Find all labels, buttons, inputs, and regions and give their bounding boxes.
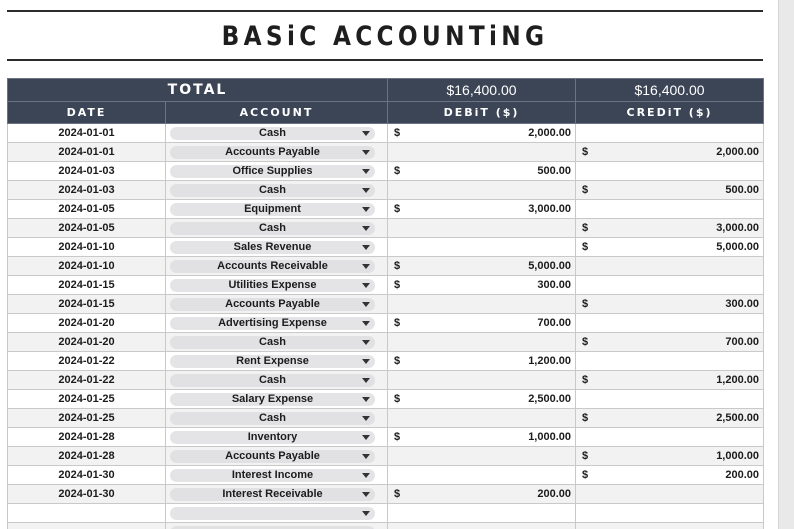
account-dropdown[interactable] (170, 298, 375, 311)
credit-cell[interactable] (576, 371, 764, 390)
currency-symbol: $ (394, 260, 401, 272)
debit-cell[interactable] (388, 485, 576, 504)
account-dropdown[interactable] (170, 469, 375, 482)
account-dropdown[interactable] (170, 222, 375, 235)
table-row (8, 485, 764, 504)
table-row (8, 523, 764, 529)
caret-down-icon[interactable] (362, 473, 370, 478)
debit-amount: 500.00 (537, 165, 572, 177)
account-dropdown[interactable] (170, 184, 375, 197)
date-cell[interactable]: 2024-01-28 (8, 428, 166, 447)
account-dropdown[interactable] (170, 526, 375, 529)
total-credit: $16,400.00 (576, 79, 764, 102)
debit-column-header: DEBiT ($) (388, 102, 576, 124)
account-cell (166, 485, 388, 504)
account-cell (166, 504, 388, 523)
debit-cell[interactable] (388, 219, 576, 238)
currency-symbol: $ (394, 279, 401, 291)
account-dropdown-value: Cash (259, 335, 286, 348)
caret-down-icon[interactable] (362, 150, 370, 155)
date-cell[interactable]: 2024-01-22 (8, 371, 166, 390)
credit-cell[interactable] (576, 238, 764, 257)
credit-cell[interactable] (576, 314, 764, 333)
account-dropdown[interactable] (170, 317, 375, 330)
table-row (8, 219, 764, 238)
account-dropdown-value: Interest Receivable (222, 487, 323, 500)
currency-symbol: $ (394, 355, 401, 367)
currency-symbol: $ (582, 184, 589, 196)
caret-down-icon[interactable] (362, 226, 370, 231)
debit-cell[interactable] (388, 466, 576, 485)
page-title: BASiC ACCOUNTiNG (221, 21, 549, 52)
currency-symbol: $ (394, 317, 401, 329)
currency-symbol: $ (582, 146, 589, 158)
caret-down-icon[interactable] (362, 245, 370, 250)
table-row (8, 504, 764, 523)
account-cell (166, 143, 388, 162)
credit-cell[interactable] (576, 143, 764, 162)
credit-amount: 5,000.00 (716, 241, 760, 253)
account-cell (166, 352, 388, 371)
table-row (8, 124, 764, 143)
table-row (8, 428, 764, 447)
table-row (8, 314, 764, 333)
account-column-header: ACCOUNT (166, 102, 388, 124)
caret-down-icon[interactable] (362, 207, 370, 212)
table-row (8, 295, 764, 314)
table-row (8, 257, 764, 276)
credit-amount: 3,000.00 (716, 222, 760, 234)
account-dropdown-value: Cash (259, 183, 286, 196)
table-row (8, 238, 764, 257)
credit-amount: 700.00 (725, 336, 760, 348)
currency-symbol: $ (582, 222, 589, 234)
debit-amount: 5,000.00 (528, 260, 572, 272)
credit-column-header: CREDiT ($) (576, 102, 764, 124)
account-dropdown[interactable] (170, 355, 375, 368)
debit-amount: 2,500.00 (528, 393, 572, 405)
caret-down-icon[interactable] (362, 435, 370, 440)
account-dropdown-value: Cash (259, 221, 286, 234)
date-cell[interactable] (8, 504, 166, 523)
debit-cell[interactable] (388, 352, 576, 371)
date-cell[interactable]: 2024-01-15 (8, 276, 166, 295)
credit-cell[interactable] (576, 390, 764, 409)
credit-cell[interactable] (576, 352, 764, 371)
account-cell (166, 333, 388, 352)
account-cell (166, 200, 388, 219)
date-column-header: DATE (8, 102, 166, 124)
credit-cell[interactable] (576, 333, 764, 352)
date-cell[interactable]: 2024-01-30 (8, 466, 166, 485)
date-cell[interactable]: 2024-01-10 (8, 238, 166, 257)
currency-symbol: $ (394, 431, 401, 443)
caret-down-icon[interactable] (362, 359, 370, 364)
account-cell (166, 162, 388, 181)
currency-symbol: $ (394, 165, 401, 177)
date-cell[interactable]: 2024-01-05 (8, 200, 166, 219)
credit-cell[interactable] (576, 428, 764, 447)
caret-down-icon[interactable] (362, 321, 370, 326)
caret-down-icon[interactable] (362, 283, 370, 288)
debit-amount: 700.00 (537, 317, 572, 329)
account-dropdown-value: Utilities Expense (228, 278, 317, 291)
debit-cell[interactable] (388, 162, 576, 181)
currency-symbol: $ (394, 488, 401, 500)
account-dropdown-value: Interest Income (231, 468, 314, 481)
debit-amount: 200.00 (537, 488, 572, 500)
credit-cell[interactable] (576, 504, 764, 523)
caret-down-icon[interactable] (362, 511, 370, 516)
table-row (8, 181, 764, 200)
column-header-row (8, 102, 764, 124)
credit-cell[interactable] (576, 485, 764, 504)
credit-cell[interactable] (576, 409, 764, 428)
debit-cell[interactable] (388, 409, 576, 428)
journal-table (7, 78, 764, 529)
debit-cell[interactable] (388, 523, 576, 529)
table-row (8, 276, 764, 295)
account-dropdown[interactable] (170, 507, 375, 520)
account-dropdown-value: Equipment (244, 202, 301, 215)
date-cell[interactable]: 2024-01-25 (8, 409, 166, 428)
account-cell (166, 409, 388, 428)
account-dropdown-value: Accounts Receivable (217, 259, 328, 272)
date-cell[interactable]: 2024-01-03 (8, 162, 166, 181)
caret-down-icon[interactable] (362, 131, 370, 136)
caret-down-icon[interactable] (362, 302, 370, 307)
account-cell (166, 238, 388, 257)
debit-cell[interactable] (388, 200, 576, 219)
credit-amount: 2,500.00 (716, 412, 760, 424)
account-dropdown-value: Cash (259, 411, 286, 424)
account-dropdown[interactable] (170, 374, 375, 387)
table-row (8, 162, 764, 181)
debit-cell[interactable] (388, 181, 576, 200)
account-dropdown-value: Advertising Expense (218, 316, 327, 329)
table-row (8, 447, 764, 466)
credit-cell[interactable] (576, 295, 764, 314)
table-row (8, 333, 764, 352)
account-dropdown[interactable] (170, 165, 375, 178)
debit-cell[interactable] (388, 124, 576, 143)
account-dropdown-value: Cash (259, 126, 286, 139)
debit-amount: 2,000.00 (528, 127, 572, 139)
account-dropdown-value: Accounts Payable (225, 449, 320, 462)
table-row (8, 466, 764, 485)
date-cell[interactable]: 2024-01-22 (8, 352, 166, 371)
table-row (8, 409, 764, 428)
credit-cell[interactable] (576, 181, 764, 200)
date-cell[interactable]: 2024-01-25 (8, 390, 166, 409)
date-cell[interactable]: 2024-01-20 (8, 333, 166, 352)
account-cell (166, 466, 388, 485)
account-dropdown[interactable] (170, 393, 375, 406)
caret-down-icon[interactable] (362, 492, 370, 497)
account-cell (166, 428, 388, 447)
currency-symbol: $ (582, 241, 589, 253)
caret-down-icon[interactable] (362, 169, 370, 174)
currency-symbol: $ (394, 127, 401, 139)
account-cell (166, 276, 388, 295)
debit-cell[interactable] (388, 428, 576, 447)
credit-cell[interactable] (576, 447, 764, 466)
currency-symbol: $ (394, 393, 401, 405)
caret-down-icon[interactable] (362, 264, 370, 269)
credit-cell[interactable] (576, 523, 764, 529)
account-cell (166, 257, 388, 276)
account-dropdown[interactable] (170, 127, 375, 140)
credit-amount: 300.00 (725, 298, 760, 310)
debit-cell[interactable] (388, 447, 576, 466)
account-cell (166, 124, 388, 143)
debit-amount: 300.00 (537, 279, 572, 291)
currency-symbol: $ (582, 298, 589, 310)
debit-amount: 1,000.00 (528, 431, 572, 443)
debit-cell[interactable] (388, 333, 576, 352)
account-dropdown[interactable] (170, 431, 375, 444)
account-cell (166, 447, 388, 466)
caret-down-icon[interactable] (362, 340, 370, 345)
currency-symbol: $ (394, 203, 401, 215)
credit-cell[interactable] (576, 219, 764, 238)
title-bottom-rule (7, 59, 763, 61)
debit-cell[interactable] (388, 143, 576, 162)
account-cell (166, 314, 388, 333)
date-cell[interactable]: 2024-01-20 (8, 314, 166, 333)
date-cell[interactable] (8, 523, 166, 529)
credit-amount: 500.00 (725, 184, 760, 196)
table-row (8, 200, 764, 219)
vertical-scrollbar[interactable] (778, 0, 794, 529)
total-debit: $16,400.00 (388, 79, 576, 102)
totals-label: TOTAL (8, 79, 388, 102)
date-cell[interactable]: 2024-01-10 (8, 257, 166, 276)
account-dropdown[interactable] (170, 279, 375, 292)
account-cell (166, 371, 388, 390)
account-dropdown[interactable] (170, 241, 375, 254)
caret-down-icon[interactable] (362, 397, 370, 402)
account-cell (166, 523, 388, 529)
account-dropdown-value: Inventory (247, 430, 298, 443)
table-row (8, 390, 764, 409)
account-dropdown[interactable] (170, 450, 375, 463)
credit-amount: 2,000.00 (716, 146, 760, 158)
account-dropdown-value: Rent Expense (236, 354, 309, 367)
table-row (8, 371, 764, 390)
date-cell[interactable]: 2024-01-30 (8, 485, 166, 504)
credit-cell[interactable] (576, 257, 764, 276)
account-cell (166, 181, 388, 200)
account-dropdown[interactable] (170, 203, 375, 216)
date-cell[interactable]: 2024-01-05 (8, 219, 166, 238)
currency-symbol: $ (582, 336, 589, 348)
credit-cell[interactable] (576, 124, 764, 143)
account-dropdown-value: Accounts Payable (225, 297, 320, 310)
currency-symbol: $ (582, 412, 589, 424)
table-row (8, 143, 764, 162)
credit-cell[interactable] (576, 162, 764, 181)
credit-amount: 1,200.00 (716, 374, 760, 386)
totals-row (8, 79, 764, 102)
caret-down-icon[interactable] (362, 454, 370, 459)
account-cell (166, 295, 388, 314)
debit-cell[interactable] (388, 390, 576, 409)
credit-cell[interactable] (576, 466, 764, 485)
account-dropdown[interactable] (170, 488, 375, 501)
debit-amount: 1,200.00 (528, 355, 572, 367)
account-dropdown-value: Office Supplies (232, 164, 313, 177)
account-dropdown[interactable] (170, 336, 375, 349)
account-dropdown[interactable] (170, 260, 375, 273)
debit-cell[interactable] (388, 314, 576, 333)
date-cell[interactable]: 2024-01-03 (8, 181, 166, 200)
date-cell[interactable]: 2024-01-15 (8, 295, 166, 314)
account-dropdown-value: Sales Revenue (233, 240, 312, 253)
date-cell[interactable]: 2024-01-01 (8, 124, 166, 143)
account-cell (166, 390, 388, 409)
title-top-rule (7, 10, 763, 12)
account-dropdown-value: Salary Expense (231, 392, 314, 405)
credit-cell[interactable] (576, 276, 764, 295)
account-dropdown[interactable] (170, 146, 375, 159)
date-cell[interactable]: 2024-01-01 (8, 143, 166, 162)
date-cell[interactable]: 2024-01-28 (8, 447, 166, 466)
currency-symbol: $ (582, 374, 589, 386)
account-dropdown[interactable] (170, 412, 375, 425)
currency-symbol: $ (582, 450, 589, 462)
credit-cell[interactable] (576, 200, 764, 219)
caret-down-icon[interactable] (362, 416, 370, 421)
credit-amount: 1,000.00 (716, 450, 760, 462)
currency-symbol: $ (582, 469, 589, 481)
table-row (8, 352, 764, 371)
caret-down-icon[interactable] (362, 188, 370, 193)
debit-cell[interactable] (388, 371, 576, 390)
account-cell (166, 219, 388, 238)
debit-cell[interactable] (388, 276, 576, 295)
debit-cell[interactable] (388, 295, 576, 314)
account-dropdown-value: Cash (259, 373, 286, 386)
debit-cell[interactable] (388, 257, 576, 276)
credit-amount: 200.00 (725, 469, 760, 481)
account-dropdown-value: Accounts Payable (225, 145, 320, 158)
caret-down-icon[interactable] (362, 378, 370, 383)
debit-cell[interactable] (388, 504, 576, 523)
debit-amount: 3,000.00 (528, 203, 572, 215)
debit-cell[interactable] (388, 238, 576, 257)
